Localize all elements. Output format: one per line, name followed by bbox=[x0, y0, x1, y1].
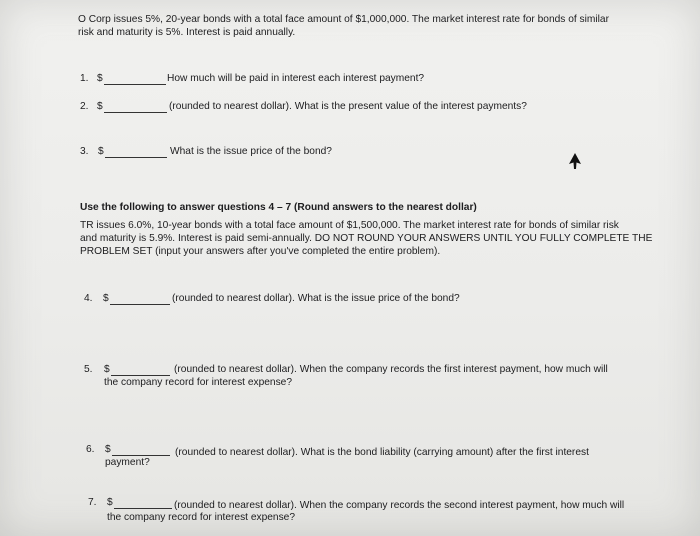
q2-dollar: $ bbox=[97, 101, 103, 112]
q1-dollar: $ bbox=[97, 73, 103, 84]
q7-dollar: $ bbox=[107, 497, 113, 508]
q3-text: What is the issue price of the bond? bbox=[170, 146, 332, 157]
q4-text: (rounded to nearest dollar). What is the issue price of the bond? bbox=[172, 293, 460, 304]
scenario-line-1: TR issues 6.0%, 10-year bonds with a total face amount of $1,500,000. The market interest rate for bonds of similar risk bbox=[80, 220, 619, 231]
q2-number: 2. bbox=[80, 101, 89, 112]
mouse-pointer-icon bbox=[568, 152, 582, 170]
q1-answer-blank[interactable] bbox=[104, 72, 166, 85]
q3-answer-blank[interactable] bbox=[105, 145, 167, 158]
q6-text: (rounded to nearest dollar). What is the bond liability (carrying amount) after the first interest bbox=[175, 447, 589, 458]
intro-line-2: risk and maturity is 5%. Interest is paid annually. bbox=[78, 27, 296, 38]
q1-text: How much will be paid in interest each interest payment? bbox=[167, 73, 425, 84]
intro-line-1: O Corp issues 5%, 20-year bonds with a total face amount of $1,000,000. The market interest rate for bonds of similar bbox=[78, 14, 609, 25]
q5-text-cont: the company record for interest expense? bbox=[104, 377, 293, 388]
q7-number: 7. bbox=[88, 497, 97, 508]
q2-answer-blank[interactable] bbox=[104, 100, 167, 113]
q7-text-cont: the company record for interest expense? bbox=[107, 512, 296, 523]
q4-number: 4. bbox=[84, 293, 93, 304]
q5-answer-blank[interactable] bbox=[111, 363, 170, 376]
q6-dollar: $ bbox=[105, 444, 111, 455]
section-heading: Use the following to answer questions 4 – 7 (Round answers to the nearest dollar) bbox=[80, 202, 477, 213]
q5-dollar: $ bbox=[104, 364, 110, 375]
q3-number: 3. bbox=[80, 146, 89, 157]
scenario-line-2: and maturity is 5.9%. Interest is paid semi-annually. DO NOT ROUND YOUR ANSWERS UNTIL YOU FULLY COMPLETE THE bbox=[80, 233, 653, 244]
q3-dollar: $ bbox=[98, 146, 104, 157]
q2-text: (rounded to nearest dollar). What is the present value of the interest payments? bbox=[169, 101, 527, 112]
q7-text: (rounded to nearest dollar). When the company records the second interest payment, how much will bbox=[174, 500, 625, 511]
q4-answer-blank[interactable] bbox=[110, 292, 170, 305]
q5-text: (rounded to nearest dollar). When the company records the first interest payment, how much will bbox=[174, 364, 608, 375]
q7-answer-blank[interactable] bbox=[114, 496, 172, 509]
scenario-line-3: PROBLEM SET (input your answers after you've completed the entire problem). bbox=[80, 246, 441, 257]
q5-number: 5. bbox=[84, 364, 93, 375]
q1-number: 1. bbox=[80, 73, 89, 84]
q4-dollar: $ bbox=[103, 293, 109, 304]
q6-text-cont: payment? bbox=[105, 457, 150, 468]
q6-answer-blank[interactable] bbox=[112, 443, 170, 456]
q6-number: 6. bbox=[86, 444, 95, 455]
